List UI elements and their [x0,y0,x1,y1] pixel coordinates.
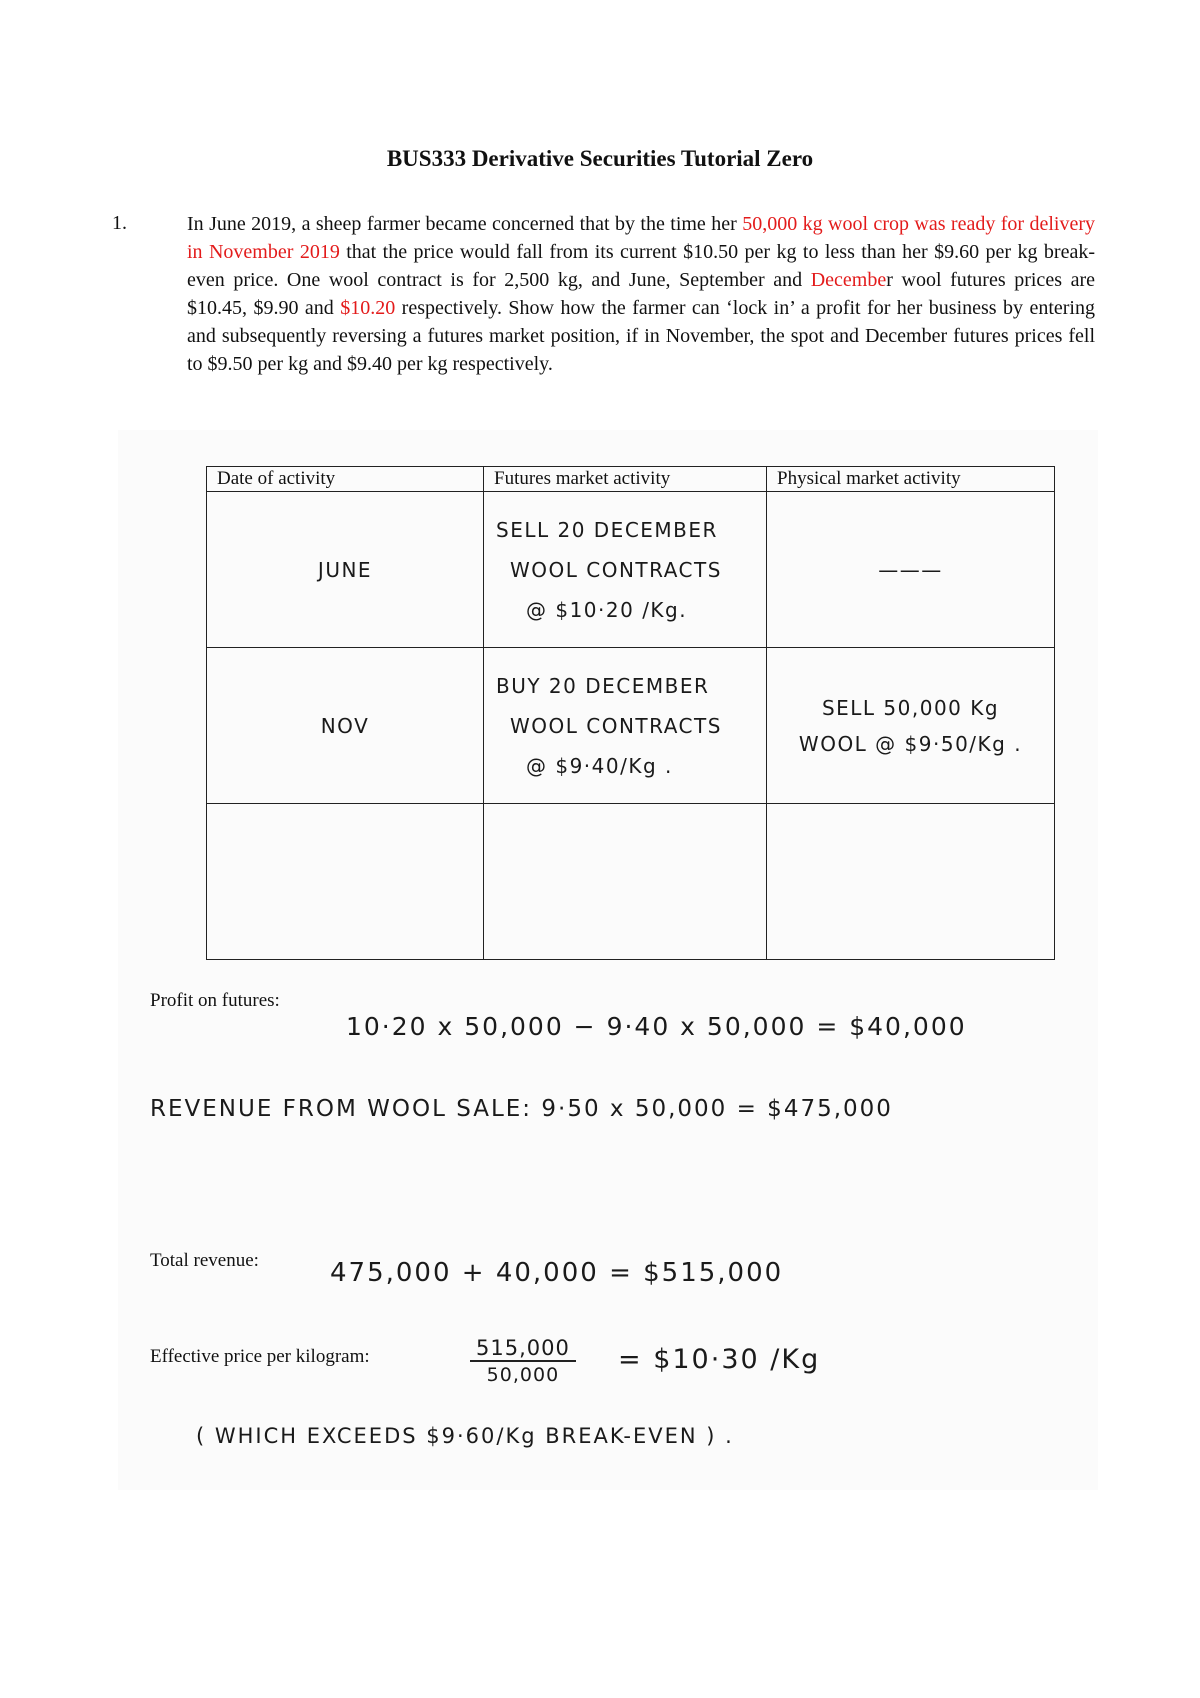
question-number: 1. [112,212,127,234]
effective-price-result: = $10·30 /Kg [618,1344,821,1375]
header-date: Date of activity [207,467,484,492]
question-highlight: $10.20 [340,297,396,319]
header-futures: Futures market activity [484,467,767,492]
row-date: NOV [207,648,484,804]
question-segment: respectively. Show how the farmer can ‘lock in’ a profit for her business by entering and subsequently reversing a futures market position, if in November, the spot and December futures prices fell to $9.50 per kg and $9.40 per kg respectively. [187,297,1095,375]
question-segment: In June 2019, a sheep farmer became concerned that by the time her [187,213,743,235]
futures-line: @ $10·20 /Kg. [526,597,688,622]
question-highlight: 50,000 kg wool crop was ready for delivery in November 2019 [187,213,1096,263]
futures-line: @ $9·40/Kg . [526,753,673,778]
fraction-denominator: 50,000 [486,1364,560,1386]
effective-price-fraction [470,1336,576,1386]
row-physical [767,492,1055,648]
futures-line: SELL 20 DECEMBER [496,517,718,542]
futures-line: WOOL CONTRACTS [510,713,722,738]
question-segment: r wool futures prices are $10.45, $9.90 and [187,269,1095,319]
question-highlight: Decembe [810,269,887,291]
table-row [207,648,1055,804]
question-text [187,210,1095,378]
fraction-numerator: 515,000 [470,1336,576,1362]
row-futures [484,492,767,648]
physical-line: WOOL @ $9·50/Kg . [798,731,1023,756]
row-date [207,804,484,960]
profit-label: Profit on futures: [150,990,280,1011]
row-physical [767,804,1055,960]
break-even-note: ( WHICH EXCEEDS $9·60/Kg BREAK-EVEN ) . [196,1424,734,1448]
row-physical [767,648,1055,804]
total-revenue-label: Total revenue: [150,1250,259,1271]
row-futures [484,804,767,960]
table-row [207,804,1055,960]
wool-revenue-calculation: REVENUE FROM WOOL SALE: 9·50 x 50,000 = $475,000 [150,1096,893,1122]
table-header-row [207,467,1055,492]
header-physical: Physical market activity [767,467,1055,492]
table-row [207,492,1055,648]
profit-calculation: 10·20 x 50,000 − 9·40 x 50,000 = $40,000 [346,1012,967,1041]
physical-line: ——— [878,557,943,582]
activity-table [206,466,1055,960]
row-futures [484,648,767,804]
futures-line: WOOL CONTRACTS [510,557,722,582]
document-title: BUS333 Derivative Securities Tutorial Zero [386,146,814,171]
total-revenue-calculation: 475,000 + 40,000 = $515,000 [330,1258,784,1288]
physical-line: SELL 50,000 Kg [821,695,1000,720]
effective-price-label: Effective price per kilogram: [150,1346,370,1367]
row-date: JUNE [207,492,484,648]
question-segment: that the price would fall from its current $10.50 per kg to less than her $9.60 per kg break-even price. One wool contract is for 2,500 kg, and June, September and [187,241,1095,291]
futures-line: BUY 20 DECEMBER [496,673,710,698]
